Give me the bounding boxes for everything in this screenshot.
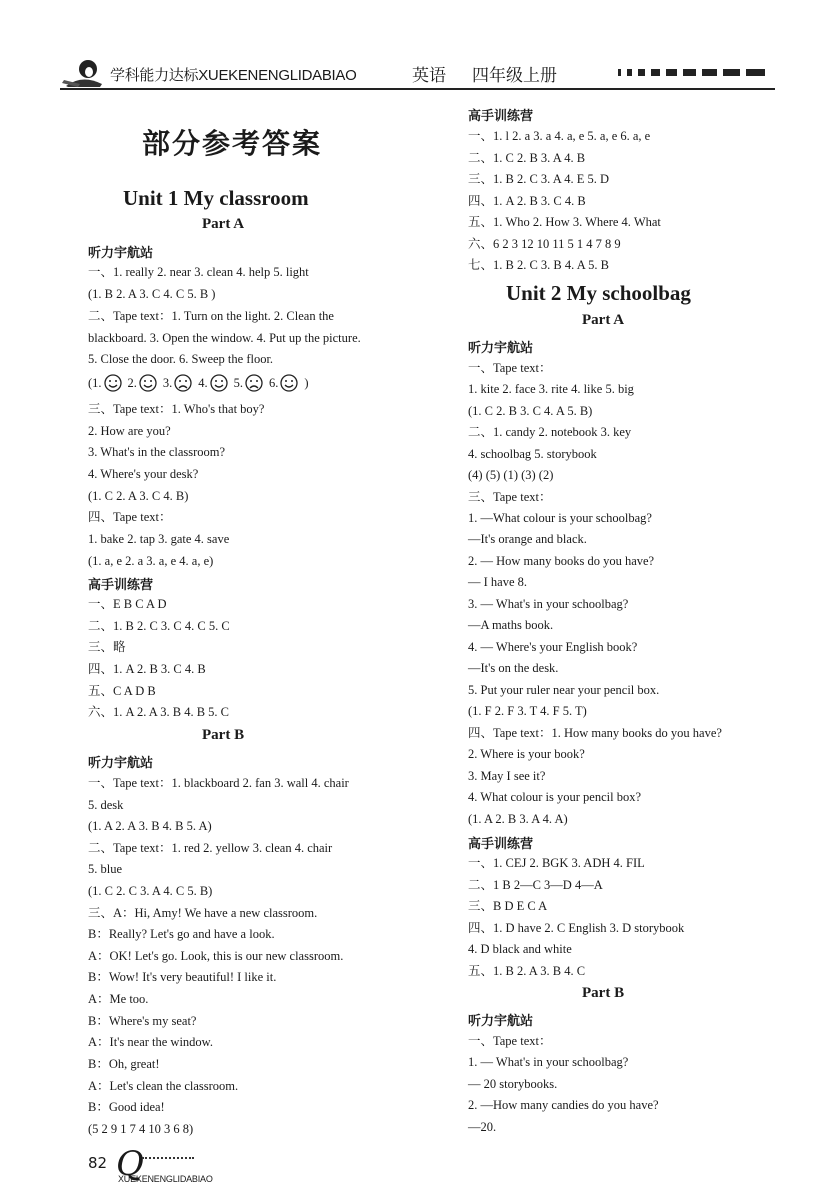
- page-header: [0, 0, 815, 100]
- answer-line: 三、Tape text：: [468, 490, 552, 504]
- answer-line: (4) (5) (1) (3) (2): [468, 468, 554, 482]
- face-label: 3.: [162, 375, 173, 390]
- answer-line: blackboard. 3. Open the window. 4. Put up the picture.: [88, 331, 361, 345]
- header-decoration: [618, 66, 765, 78]
- answer-line: —A maths book.: [468, 618, 554, 632]
- answer-line: A：It's near the window.: [88, 1035, 214, 1049]
- answer-line: (1. A 2. B 3. A 4. A): [468, 812, 568, 826]
- face-label: 4.: [198, 375, 208, 390]
- face-label: 6.: [269, 375, 279, 390]
- answer-line: 二、1. candy 2. notebook 3. key: [468, 425, 632, 439]
- answer-line: 一、Tape text：1. blackboard 2. fan 3. wall 4. chair: [88, 776, 349, 790]
- answer-line: 二、1. B 2. C 3. C 4. C 5. C: [88, 619, 230, 633]
- page-title: 部分参考答案: [142, 127, 323, 160]
- answer-line: 2. How are you?: [88, 424, 171, 438]
- face-label: (1.: [88, 375, 102, 390]
- smiling-face-icon: [139, 374, 157, 392]
- answer-line: 四、1. D have 2. C English 3. D storybook: [468, 921, 685, 935]
- answer-line: 二、1. C 2. B 3. A 4. B: [468, 151, 586, 165]
- answer-line: 5. desk: [88, 798, 124, 812]
- answer-line: 四、1. A 2. B 3. C 4. B: [468, 194, 586, 208]
- answer-line: (1. C 2. A 3. C 4. B): [88, 489, 189, 503]
- section-heading-training: 高手训练营: [88, 578, 154, 593]
- unit1-partB-title: Part B: [202, 727, 245, 743]
- answer-line: — I have 8.: [468, 575, 528, 589]
- unit2-partA-title: Part A: [582, 312, 625, 328]
- face-answers: [88, 374, 309, 392]
- answer-line: (1. A 2. A 3. B 4. B 5. A): [88, 819, 212, 833]
- answer-line: 一、1. really 2. near 3. clean 4. help 5. light: [88, 265, 309, 279]
- answer-line: 2. Where is your book?: [468, 747, 585, 761]
- smiling-face-icon: [104, 374, 122, 392]
- answer-line: 五、1. Who 2. How 3. Where 4. What: [468, 215, 661, 229]
- answer-line: 1. — What's in your schoolbag?: [468, 1055, 629, 1069]
- answer-line: 一、E B C A D: [88, 597, 167, 611]
- answer-line: 四、Tape text：1. How many books do you have?: [468, 726, 722, 740]
- sad-face-icon: [245, 374, 263, 392]
- footer-brand: XUEKENENGLIDABIAO: [118, 1174, 213, 1184]
- header-rule: [60, 88, 775, 90]
- answer-line: (1. C 2. C 3. A 4. C 5. B): [88, 884, 213, 898]
- answer-line: 二、Tape text：1. Turn on the light. 2. Clean the: [88, 309, 334, 323]
- unit2-title: Unit 2 My schoolbag: [506, 281, 691, 305]
- answer-line: 一、1. CEJ 2. BGK 3. ADH 4. FIL: [468, 856, 645, 870]
- answer-line: 2. — How many books do you have?: [468, 554, 655, 568]
- answer-line: 3. What's in the classroom?: [88, 445, 226, 459]
- smiling-face-icon: [210, 374, 228, 392]
- answer-line: 四、Tape text：: [88, 510, 172, 524]
- answer-line: —It's on the desk.: [468, 661, 559, 675]
- section-heading-listening: 听力宇航站: [88, 246, 154, 261]
- face-label: ): [304, 375, 309, 390]
- answer-line: B：Really? Let's go and have a look.: [88, 927, 275, 941]
- answer-line: 5. Put your ruler near your pencil box.: [468, 683, 660, 697]
- answer-line: 七、1. B 2. C 3. B 4. A 5. B: [468, 258, 609, 272]
- header-subject: 英语: [412, 66, 446, 86]
- answer-line: 三、B D E C A: [468, 899, 548, 913]
- answer-line: (5 2 9 1 7 4 10 3 6 8): [88, 1122, 194, 1136]
- answer-line: A：Me too.: [88, 992, 149, 1006]
- unit1-partA-title: Part A: [202, 216, 245, 232]
- footer-dots: [142, 1157, 194, 1159]
- answer-line: 三、A：Hi, Amy! We have a new classroom.: [88, 906, 318, 920]
- unit2-partB-title: Part B: [582, 985, 625, 1001]
- answer-line: 二、Tape text：1. red 2. yellow 3. clean 4. chair: [88, 841, 333, 855]
- answer-line: (1. C 2. B 3. C 4. A 5. B): [468, 404, 593, 418]
- answer-line: 四、1. A 2. B 3. C 4. B: [88, 662, 206, 676]
- answer-line: 二、1 B 2—C 3—D 4—A: [468, 878, 603, 892]
- answer-line: 三、1. B 2. C 3. A 4. E 5. D: [468, 172, 609, 186]
- answer-line: 1. bake 2. tap 3. gate 4. save: [88, 532, 230, 546]
- answer-line: (1. a, e 2. a 3. a, e 4. a, e): [88, 554, 214, 568]
- section-heading-listening: 听力宇航站: [88, 756, 154, 771]
- answer-line: 4. — Where's your English book?: [468, 640, 638, 654]
- answer-line: B：Oh, great!: [88, 1057, 160, 1071]
- answer-line: 三、Tape text：1. Who's that boy?: [88, 402, 265, 416]
- face-label: 2.: [127, 375, 137, 390]
- answer-line: —It's orange and black.: [468, 532, 587, 546]
- answer-line: (1. B 2. A 3. C 4. C 5. B ): [88, 287, 216, 301]
- answer-line: 1. kite 2. face 3. rite 4. like 5. big: [468, 382, 634, 396]
- answer-line: 4. Where's your desk?: [88, 467, 199, 481]
- answer-line: 六、6 2 3 12 10 11 5 1 4 7 8 9: [468, 237, 621, 251]
- reading-girl-logo-icon: [62, 58, 106, 88]
- answer-line: 三、略: [88, 640, 126, 654]
- header-brand: 学科能力达标XUEKENENGLIDABIAO: [110, 67, 357, 84]
- answer-line: 2. —How many candies do you have?: [468, 1098, 659, 1112]
- answer-line: B：Where's my seat?: [88, 1014, 197, 1028]
- answer-line: A：OK! Let's go. Look, this is our new classroom.: [88, 949, 344, 963]
- answer-line: 4. What colour is your pencil box?: [468, 790, 641, 804]
- answer-line: B：Good idea!: [88, 1100, 165, 1114]
- answer-line: (1. F 2. F 3. T 4. F 5. T): [468, 704, 587, 718]
- answer-line: 5. Close the door. 6. Sweep the floor.: [88, 352, 274, 366]
- section-heading-training: 高手训练营: [468, 837, 534, 852]
- answer-line: 一、Tape text：: [468, 1034, 552, 1048]
- answer-line: B：Wow! It's very beautiful! I like it.: [88, 970, 277, 984]
- answer-line: A：Let's clean the classroom.: [88, 1079, 239, 1093]
- answer-line: 3. May I see it?: [468, 769, 546, 783]
- sad-face-icon: [174, 374, 192, 392]
- answer-line: 六、1. A 2. A 3. B 4. B 5. C: [88, 705, 229, 719]
- footer-logo-letter: Q: [116, 1144, 144, 1184]
- answer-line: 5. blue: [88, 862, 123, 876]
- answer-line: 4. schoolbag 5. storybook: [468, 447, 597, 461]
- section-heading-training: 高手训练营: [468, 109, 534, 124]
- answer-line: 4. D black and white: [468, 942, 572, 956]
- answer-line: 1. —What colour is your schoolbag?: [468, 511, 652, 525]
- header-grade: 四年级上册: [472, 66, 557, 86]
- answer-line: 3. — What's in your schoolbag?: [468, 597, 629, 611]
- answer-line: 一、1. l 2. a 3. a 4. a, e 5. a, e 6. a, e: [468, 129, 651, 143]
- page-number: 82: [88, 1154, 108, 1172]
- answer-line: 五、1. B 2. A 3. B 4. C: [468, 964, 586, 978]
- smiling-face-icon: [280, 374, 298, 392]
- answer-line: 五、C A D B: [88, 684, 156, 698]
- unit1-title: Unit 1 My classroom: [123, 186, 309, 210]
- face-label: 5.: [233, 375, 244, 390]
- section-heading-listening: 听力宇航站: [468, 341, 534, 356]
- answer-line: 一、Tape text：: [468, 361, 552, 375]
- section-heading-listening: 听力宇航站: [468, 1014, 534, 1029]
- answer-line: —20.: [468, 1120, 497, 1134]
- answer-line: — 20 storybooks.: [468, 1077, 558, 1091]
